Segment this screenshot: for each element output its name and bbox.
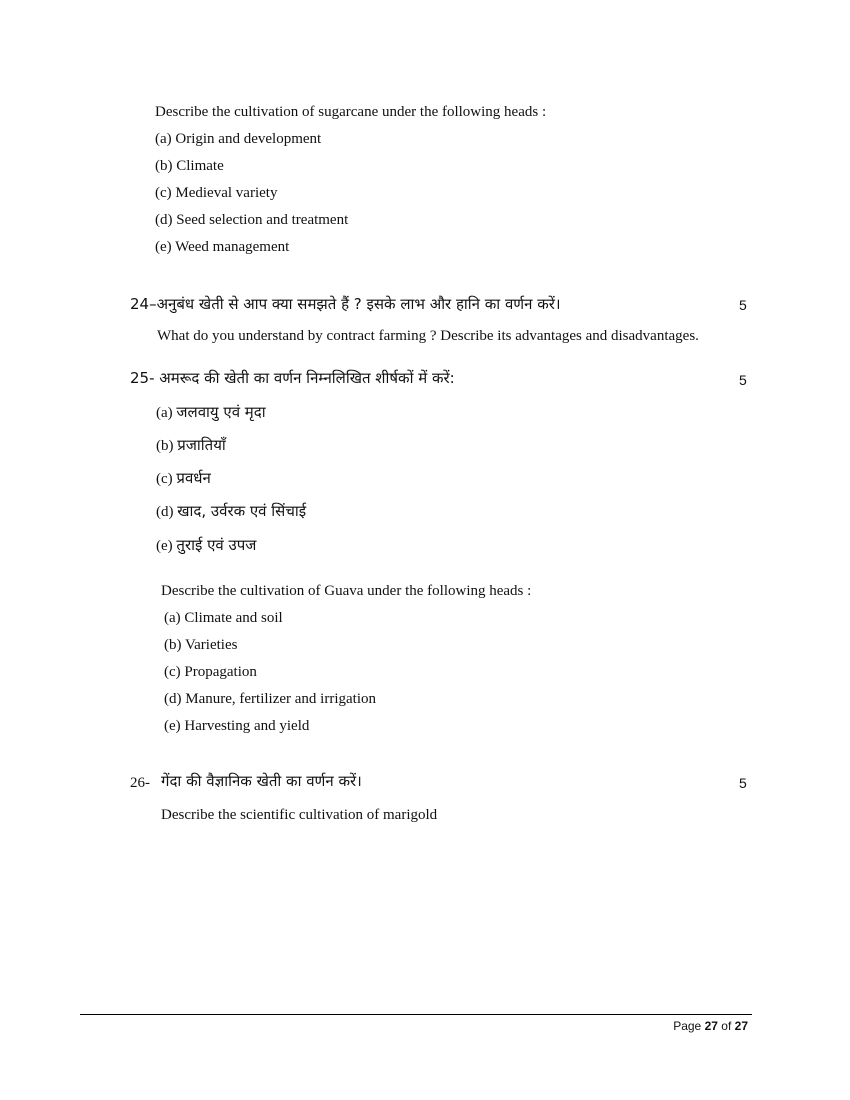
page-total: 27 — [734, 1019, 748, 1033]
footer-rule — [80, 1014, 752, 1015]
page-current: 27 — [704, 1019, 718, 1033]
q25-english-item-a: (a) Climate and soil — [164, 610, 283, 626]
q25-hindi-item-a-text: जलवायु एवं मृदा — [176, 403, 266, 421]
q23-item-b: (b) Climate — [155, 158, 224, 174]
q25-english-item-c: (c) Propagation — [164, 664, 257, 680]
q25-english-item-b: (b) Varieties — [164, 637, 238, 653]
q25-hindi: 25- अमरूद की खेती का वर्णन निम्नलिखित शीर्षकों में करें: — [130, 369, 455, 387]
q25-english-item-e: (e) Harvesting and yield — [164, 718, 310, 734]
q25-hindi-item-c-label: (c) — [156, 471, 173, 487]
q25-hindi-item-c — [156, 469, 211, 488]
q25-hindi-item-b-text: प्रजातियाँ — [177, 436, 226, 454]
q26-hindi: गेंदा की वैज्ञानिक खेती का वर्णन करें। — [161, 772, 362, 790]
q25-hindi-item-d — [156, 502, 306, 521]
q25-hindi-item-a-label: (a) — [156, 405, 173, 421]
q25-english-item-d: (d) Manure, fertilizer and irrigation — [164, 691, 376, 707]
q23-item-d: (d) Seed selection and treatment — [155, 212, 349, 228]
q23-item-c: (c) Medieval variety — [155, 185, 278, 201]
q25-hindi-item-b-label: (b) — [156, 438, 174, 454]
q26-number: 26- — [130, 775, 150, 791]
q25-hindi-item-c-text: प्रवर्धन — [176, 469, 211, 487]
page-number — [673, 1019, 748, 1033]
q25-hindi-item-d-label: (d) — [156, 504, 174, 520]
q25-hindi-item-e — [156, 536, 256, 555]
q25-hindi-item-a — [156, 403, 266, 422]
q24-english: What do you understand by contract farming ? Describe its advantages and disadvantages. — [157, 328, 699, 344]
q25-marks: 5 — [739, 372, 747, 388]
q26-english: Describe the scientific cultivation of marigold — [161, 807, 438, 823]
q25-hindi-item-b — [156, 436, 226, 455]
q23-item-e: (e) Weed management — [155, 239, 290, 255]
of-word: of — [721, 1019, 732, 1033]
q25-hindi-item-e-label: (e) — [156, 538, 173, 554]
q23-intro: Describe the cultivation of sugarcane under the following heads : — [155, 104, 547, 120]
q25-hindi-item-d-text: खाद, उर्वरक एवं सिंचाई — [177, 502, 307, 520]
q25-english-intro: Describe the cultivation of Guava under the following heads : — [161, 583, 532, 599]
page-word: Page — [673, 1019, 702, 1033]
q24-marks: 5 — [739, 297, 747, 313]
q23-item-a: (a) Origin and development — [155, 131, 322, 147]
q24-hindi: 24–अनुबंध खेती से आप क्या समझते हैं ? इसके लाभ और हानि का वर्णन करें। — [130, 295, 561, 313]
q26-marks: 5 — [739, 775, 747, 791]
q25-hindi-item-e-text: तुराई एवं उपज — [176, 536, 257, 554]
